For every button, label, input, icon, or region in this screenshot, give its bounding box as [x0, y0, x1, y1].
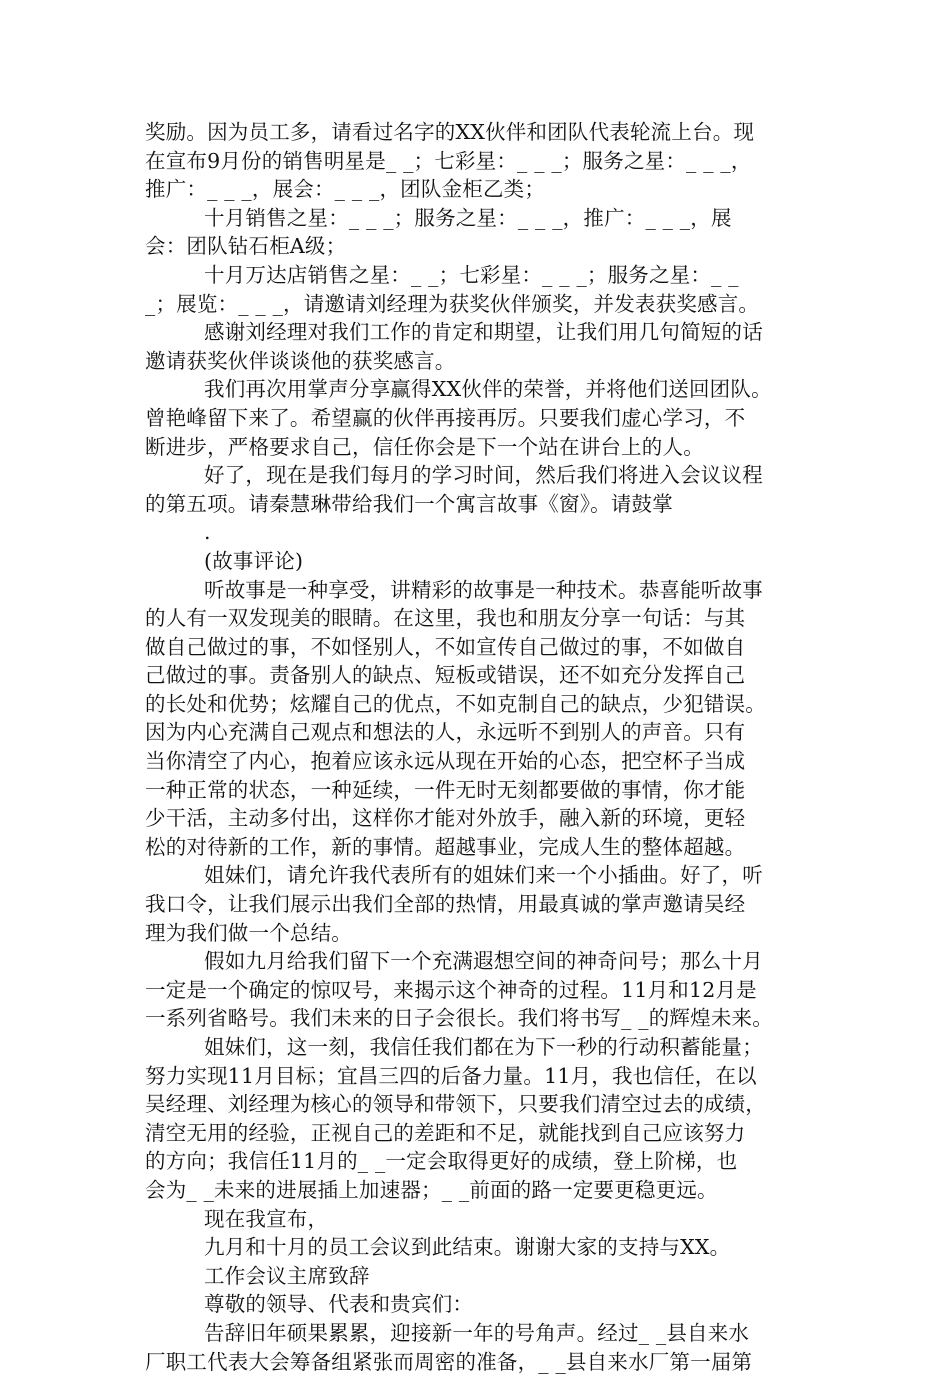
text-line: 现在我宣布，: [204, 1206, 329, 1231]
text-line: 工作会议主席致辞: [204, 1263, 370, 1288]
text-line: 己做过的事。责备别人的缺点、短板或错误，还不如充分发挥自己: [145, 663, 746, 688]
text-line: _；展览：_ _ _，请邀请刘经理为获奖伙伴颁奖，并发表获奖感言。: [145, 291, 760, 316]
text-line: 一种正常的状态，一种延续，一件无时无刻都要做的事情，你才能: [145, 777, 746, 802]
text-line: 一系列省略号。我们未来的日子会很长。我们将书写_ _的辉煌未来。: [145, 1006, 773, 1031]
text-line: 的方向；我信任11月的_ _一定会取得更好的成绩，登上阶梯，也: [145, 1149, 738, 1174]
text-line: 在宣布9月份的销售明星是_ _；七彩星：_ _ _；服务之星：_ _ _，: [145, 148, 752, 173]
text-line: 断进步，严格要求自己，信任你会是下一个站在讲台上的人。: [145, 434, 704, 459]
text-line: 吴经理、刘经理为核心的领导和带领下，只要我们清空过去的成绩，: [145, 1092, 766, 1117]
text-line: .: [204, 520, 211, 545]
text-line: 九月和十月的员工会议到此结束。谢谢大家的支持与XX。: [204, 1235, 731, 1260]
text-line: 曾艳峰留下来了。希望赢的伙伴再接再厉。只要我们虚心学习，不: [145, 405, 746, 430]
document-body: [145, 118, 813, 1376]
text-line: 十月销售之星：_ _ _；服务之星：_ _ _，推广：_ _ _，展: [204, 205, 732, 230]
text-line: 假如九月给我们留下一个充满遐想空间的神奇问号；那么十月: [204, 949, 763, 974]
text-line: 姐妹们，这一刻，我信任我们都在为下一秒的行动积蓄能量；: [204, 1035, 763, 1059]
text-line: 会为_ _未来的进展插上加速器；_ _前面的路一定要更稳更远。: [145, 1177, 718, 1202]
text-line: 少干活，主动多付出，这样你才能对外放手，融入新的环境，更轻: [145, 806, 746, 831]
text-line: 一定是一个确定的惊叹号，来揭示这个神奇的过程。11月和12月是: [145, 977, 757, 1002]
text-line: 尊敬的领导、代表和贵宾们：: [204, 1292, 474, 1317]
text-line: 我口令，让我们展示出我们全部的热情，用最真诚的掌声邀请吴经: [145, 892, 746, 917]
text-line: 邀请获奖伙伴谈谈他的获奖感言。: [145, 348, 456, 373]
text-line: 好了，现在是我们每月的学习时间，然后我们将进入会议议程: [204, 463, 763, 488]
text-line: 十月万达店销售之星：_ _；七彩星：_ _ _；服务之星：_ _: [204, 262, 739, 287]
text-line: 努力实现11月目标；宜昌三四的后备力量。11月，我也信任，在以: [145, 1063, 757, 1088]
text-line: (故事评论): [204, 548, 304, 573]
text-line: 告辞旧年硕果累累，迎接新一年的号角声。经过_ _县自来水: [204, 1320, 750, 1345]
text-line: 我们再次用掌声分享赢得XX伙伴的荣誉，并将他们送回团队。: [204, 377, 772, 402]
text-line: 厂职工代表大会筹备组紧张而周密的准备，_ _县自来水厂第一届第: [145, 1349, 753, 1374]
text-line: 的长处和优势；炫耀自己的优点，不如克制自己的缺点，少犯错误。: [145, 691, 766, 716]
text-line: 的人有一双发现美的眼睛。在这里，我也和朋友分享一句话：与其: [145, 606, 746, 631]
text-line: 听故事是一种享受，讲精彩的故事是一种技术。恭喜能听故事: [204, 577, 763, 602]
text-line: 姐妹们，请允许我代表所有的姐妹们来一个小插曲。好了，听: [204, 863, 763, 888]
text-line: 因为内心充满自己观点和想法的人，永远听不到别人的声音。只有: [145, 720, 746, 745]
text-line: 做自己做过的事，不如怪别人，不如宣传自己做过的事，不如做自: [145, 634, 746, 659]
text-line: 松的对待新的工作，新的事情。超越事业，完成人生的整体超越。: [145, 834, 746, 859]
text-line: 清空无用的经验，正视自己的差距和不足，就能找到自己应该努力: [145, 1120, 746, 1145]
text-line: 当你清空了内心，抱着应该永远从现在开始的心态，把空杯子当成: [145, 749, 746, 774]
text-line: 的第五项。请秦慧琳带给我们一个寓言故事《窗》。请鼓掌: [145, 491, 673, 516]
text-line: 推广：_ _ _，展会：_ _ _，团队金柜乙类；: [145, 177, 546, 202]
text-line: 会：团队钻石柜A级；: [145, 234, 347, 259]
text-line: 理为我们做一个总结。: [145, 920, 352, 945]
text-line: 感谢刘经理对我们工作的肯定和期望，让我们用几句简短的话: [204, 320, 763, 345]
text-line: 奖励。因为员工多，请看过名字的XX伙伴和团队代表轮流上台。现: [145, 120, 755, 144]
